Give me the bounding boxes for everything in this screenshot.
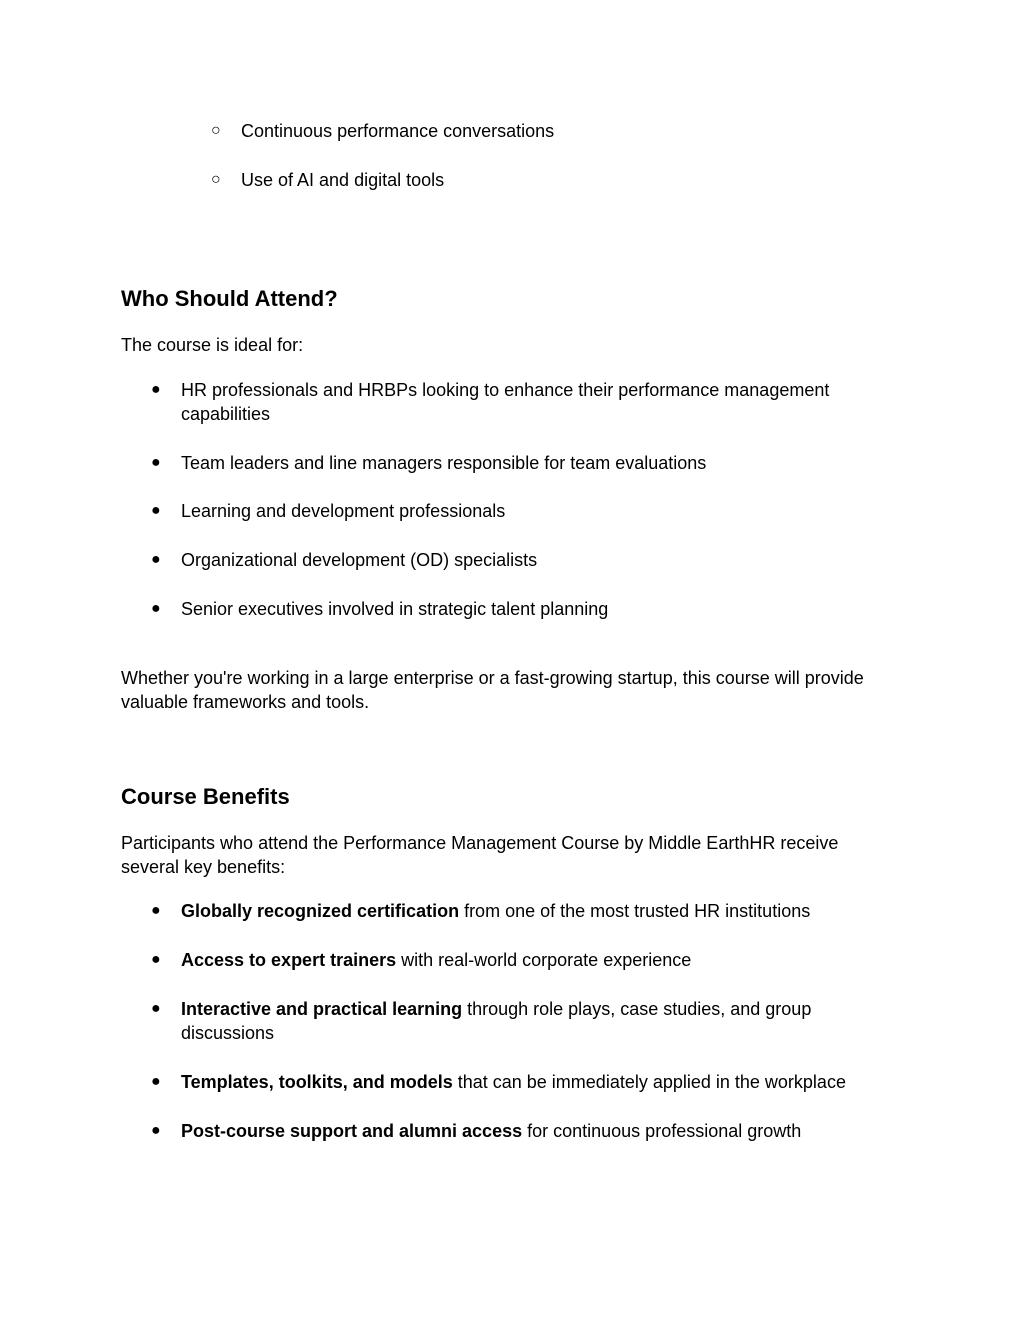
- sub-bullet-text: Continuous performance conversations: [241, 121, 555, 141]
- section-intro-continuation: several key benefits:: [121, 857, 286, 877]
- bullet-icon: ●: [151, 951, 161, 968]
- list-item-continuation: capabilities: [181, 404, 271, 424]
- list-item: [181, 1119, 801, 1143]
- closing-paragraph: Whether you're working in a large enterprise or a fast-growing startup, this course will provide: [121, 668, 864, 688]
- list-item-bold: Templates, toolkits, and models: [181, 1072, 453, 1092]
- bullet-icon: ●: [151, 902, 161, 919]
- list-item-continuation: discussions: [181, 1023, 275, 1043]
- list-item-rest: through role plays, case studies, and group: [462, 999, 812, 1019]
- hollow-bullet-icon: ○: [211, 122, 221, 139]
- list-item: HR professionals and HRBPs looking to enhance their performance management: [181, 380, 830, 400]
- list-item-rest: from one of the most trusted HR institutions: [459, 901, 811, 921]
- list-item-bold: Post-course support and alumni access: [181, 1121, 523, 1141]
- list-item: [181, 997, 811, 1021]
- list-item: [181, 1070, 846, 1094]
- section-heading-who-should-attend: Who Should Attend?: [121, 286, 338, 311]
- list-item-bold: Access to expert trainers: [181, 950, 397, 970]
- bullet-icon: ●: [151, 1073, 161, 1090]
- list-item: Team leaders and line managers responsible for team evaluations: [181, 453, 707, 473]
- bullet-icon: ●: [151, 551, 161, 568]
- closing-paragraph-continuation: valuable frameworks and tools.: [121, 692, 370, 712]
- bullet-icon: ●: [151, 1122, 161, 1139]
- list-item-bold: Globally recognized certification: [181, 901, 460, 921]
- bullet-icon: ●: [151, 600, 161, 617]
- list-item: [181, 948, 691, 972]
- bullet-icon: ●: [151, 381, 161, 398]
- section-heading-course-benefits: Course Benefits: [121, 784, 290, 809]
- list-item: [181, 899, 810, 923]
- list-item-rest: with real-world corporate experience: [396, 950, 692, 970]
- list-item-rest: that can be immediately applied in the workplace: [452, 1072, 846, 1092]
- list-item: Learning and development professionals: [181, 501, 506, 521]
- list-item-rest: for continuous professional growth: [522, 1121, 802, 1141]
- list-item-bold: Interactive and practical learning: [181, 999, 463, 1019]
- bullet-icon: ●: [151, 454, 161, 471]
- section-intro: Participants who attend the Performance Management Course by Middle EarthHR receive: [121, 833, 839, 853]
- list-item: Senior executives involved in strategic talent planning: [181, 599, 609, 619]
- sub-bullet-text: Use of AI and digital tools: [241, 170, 445, 190]
- list-item: Organizational development (OD) specialists: [181, 550, 538, 570]
- bullet-icon: ●: [151, 1000, 161, 1017]
- section-intro: The course is ideal for:: [121, 335, 304, 355]
- hollow-bullet-icon: ○: [211, 171, 221, 188]
- bullet-icon: ●: [151, 502, 161, 519]
